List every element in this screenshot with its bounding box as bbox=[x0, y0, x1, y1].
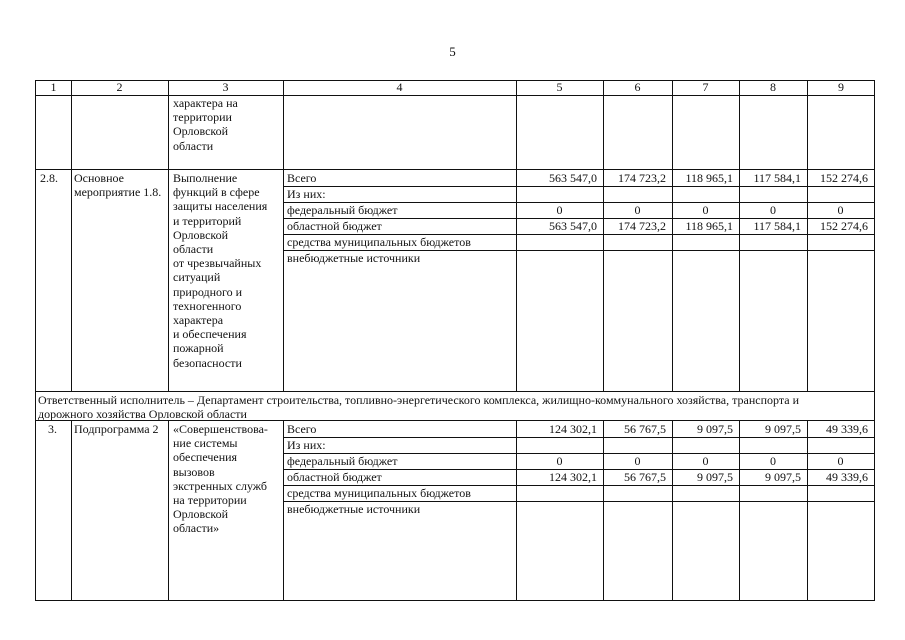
row-2-8-value-col6: 0 bbox=[634, 203, 641, 217]
row-2-8-source-divider bbox=[283, 250, 874, 251]
column-line-lower-6 bbox=[672, 420, 673, 601]
row-3-value-col9: 49 339,6 bbox=[826, 422, 868, 436]
column-line-lower-5 bbox=[603, 420, 604, 601]
row-2-8-name: Основное мероприятие 1.8. bbox=[74, 171, 162, 200]
row-2-8-value-col5: 563 547,0 bbox=[549, 171, 597, 185]
row-3-value-col7: 9 097,5 bbox=[697, 470, 733, 484]
col-header-8: 8 bbox=[770, 80, 776, 94]
row-3-value-col7: 9 097,5 bbox=[697, 422, 733, 436]
col-header-3: 3 bbox=[222, 80, 229, 94]
row-2-8-description: Выполнение функций в сфере защиты населения и территорий Орловской области от чрезвычайных ситуаций природного и техногенного характера и обеспечения пожарной безопасности bbox=[173, 171, 268, 370]
budget-table bbox=[35, 80, 875, 601]
row-3-source-divider bbox=[283, 501, 874, 502]
row-3-value-col9: 0 bbox=[837, 454, 844, 468]
row-3-value-col5: 124 302,1 bbox=[549, 422, 597, 436]
row-3-source-label: областной бюджет bbox=[287, 470, 382, 484]
col-header-4: 4 bbox=[396, 80, 403, 94]
row-2-8-source-label: средства муниципальных бюджетов bbox=[287, 235, 471, 249]
column-line-8 bbox=[807, 81, 808, 391]
column-line-3 bbox=[283, 81, 284, 391]
row-2-8-number: 2.8. bbox=[40, 171, 58, 185]
row-2-8-value-col9: 0 bbox=[837, 203, 844, 217]
col-header-2: 2 bbox=[116, 80, 123, 94]
row-3-value-col9: 49 339,6 bbox=[826, 470, 868, 484]
col-header-1: 1 bbox=[50, 80, 57, 94]
row-2-8-source-divider bbox=[283, 218, 874, 219]
column-line-1 bbox=[71, 81, 72, 391]
row-3-name: Подпрограмма 2 bbox=[74, 422, 159, 436]
row-2-8-value-col8: 117 584,1 bbox=[753, 219, 801, 233]
row-2-8-value-col5: 563 547,0 bbox=[549, 219, 597, 233]
row-2-8-source-divider bbox=[283, 186, 874, 187]
column-line-2 bbox=[168, 81, 169, 391]
row-2-8-value-col5: 0 bbox=[556, 203, 563, 217]
row-2-8-source-label: Всего bbox=[287, 171, 317, 185]
col-header-9: 9 bbox=[838, 80, 844, 94]
row-3-value-col5: 0 bbox=[556, 454, 563, 468]
row-3-source-label: федеральный бюджет bbox=[287, 454, 398, 468]
row-2-8-value-col7: 118 965,1 bbox=[685, 171, 733, 185]
row-3-source-divider bbox=[283, 453, 874, 454]
row-3-number: 3. bbox=[48, 422, 57, 436]
row-2-8-value-col9: 152 274,6 bbox=[820, 219, 868, 233]
row-2-8-source-divider bbox=[283, 234, 874, 235]
row-2-8-value-col8: 117 584,1 bbox=[753, 171, 801, 185]
responsible-executor: Ответственный исполнитель – Департамент строительства, топливно-энергетического комплекса, жилищно-коммунального хозяйства, транспорта и дорожного хозяйства Орловской области bbox=[38, 393, 799, 422]
row-2-8-source-label: федеральный бюджет bbox=[287, 203, 398, 217]
row-2-8-value-col9: 152 274,6 bbox=[820, 171, 868, 185]
header-divider bbox=[36, 95, 874, 96]
row-3-source-label: Всего bbox=[287, 422, 317, 436]
page-number: 5 bbox=[449, 44, 456, 59]
column-line-7 bbox=[739, 81, 740, 391]
column-line-lower-2 bbox=[168, 420, 169, 601]
column-line-lower-7 bbox=[739, 420, 740, 601]
row-3-description: «Совершенствова- ние системы обеспечения вызовов экстренных служб на территории Орловской области» bbox=[173, 422, 268, 536]
row-2-8-value-col7: 118 965,1 bbox=[685, 219, 733, 233]
col-header-7: 7 bbox=[702, 80, 709, 94]
row-3-value-col6: 56 767,5 bbox=[624, 470, 666, 484]
row-2-8-value-col6: 174 723,2 bbox=[618, 171, 666, 185]
row-2-8-value-col6: 174 723,2 bbox=[618, 219, 666, 233]
row-2-8-source-label: Из них: bbox=[287, 187, 326, 201]
column-line-5 bbox=[603, 81, 604, 391]
column-line-6 bbox=[672, 81, 673, 391]
column-line-lower-1 bbox=[71, 420, 72, 601]
column-line-4 bbox=[516, 81, 517, 391]
row-2-8-source-label: областной бюджет bbox=[287, 219, 382, 233]
col-header-5: 5 bbox=[556, 80, 563, 94]
row-3-value-col7: 0 bbox=[702, 454, 709, 468]
continuation-col3-text: характера на территории Орловской области bbox=[173, 96, 238, 153]
column-line-lower-8 bbox=[807, 420, 808, 601]
row-2-8-divider bbox=[36, 391, 874, 392]
row-3-value-col5: 124 302,1 bbox=[549, 470, 597, 484]
row-3-source-divider bbox=[283, 437, 874, 438]
row-3-source-divider bbox=[283, 485, 874, 486]
row-3-value-col8: 9 097,5 bbox=[765, 470, 801, 484]
row-3-source-label: внебюджетные источники bbox=[287, 502, 421, 516]
row-3-value-col6: 0 bbox=[634, 454, 641, 468]
row-2-8-value-col8: 0 bbox=[770, 203, 776, 217]
row-3-source-label: Из них: bbox=[287, 438, 326, 452]
row-2-8-source-label: внебюджетные источники bbox=[287, 251, 421, 265]
row-3-value-col6: 56 767,5 bbox=[624, 422, 666, 436]
column-line-lower-4 bbox=[516, 420, 517, 601]
column-line-lower-3 bbox=[283, 420, 284, 601]
row-3-source-divider bbox=[283, 469, 874, 470]
row-2-8-value-col7: 0 bbox=[702, 203, 709, 217]
row-2-8-source-divider bbox=[283, 202, 874, 203]
responsible-divider bbox=[36, 420, 874, 421]
row-3-value-col8: 0 bbox=[770, 454, 776, 468]
col-header-6: 6 bbox=[634, 80, 641, 94]
row-3-source-label: средства муниципальных бюджетов bbox=[287, 486, 471, 500]
row-3-value-col8: 9 097,5 bbox=[765, 422, 801, 436]
continuation-divider bbox=[36, 169, 874, 170]
